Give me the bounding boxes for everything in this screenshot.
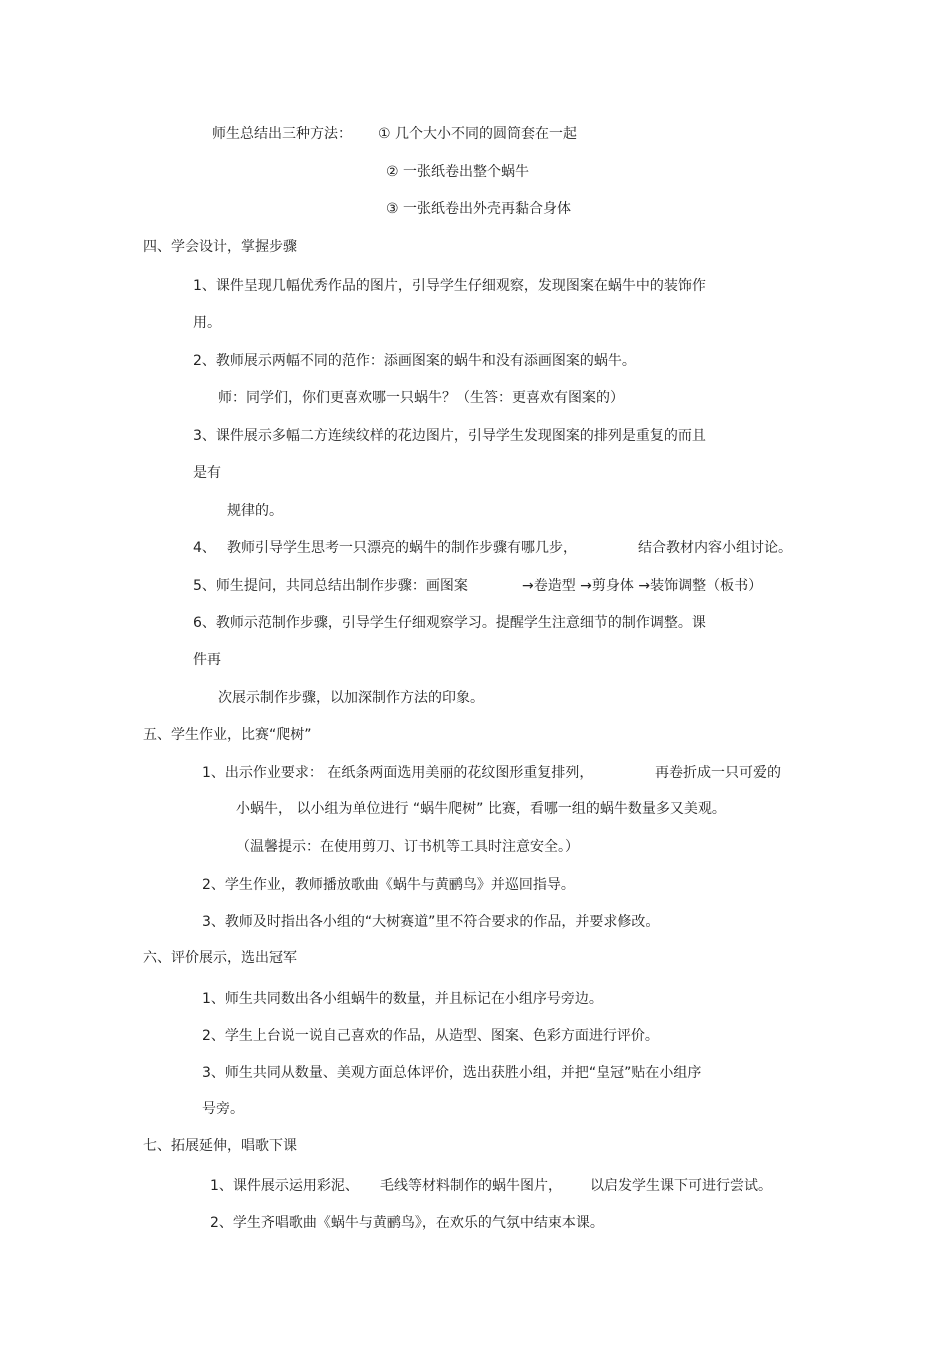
section-7-item-2: 2、学生齐唱歌曲《蜗牛与黄鹂鸟》，在欢乐的气氛中结束本课。 [210,1215,604,1231]
section-5-item-1-line-2: 小蜗牛， 以小组为单位进行 “蜗牛爬树” 比赛，看哪一组的蜗牛数量多又美观。 [236,801,726,817]
section-5-item-1-part-1: 1、出示作业要求： 在纸条两面选用美丽的花纹图形重复排列， [202,765,594,781]
section-4-item-4-part-1: 教师引导学生思考一只漂亮的蜗牛的制作步骤有哪几步， [227,540,577,556]
section-5-heading: 五、学生作业，比赛“爬树” [143,727,312,743]
section-6-item-3-line-1: 3、师生共同从数量、美观方面总体评价，选出获胜小组，并把“皇冠”贴在小组序 [202,1065,702,1081]
section-4-item-1-line-1: 1、课件呈现几幅优秀作品的图片，引导学生仔细观察，发现图案在蜗牛中的装饰作 [193,278,706,294]
section-4-item-2: 2、教师展示两幅不同的范作：添画图案的蜗牛和没有添画图案的蜗牛。 [193,353,636,369]
section-4-item-5-part-1: 5、师生提问，共同总结出制作步骤：画图案 [193,578,468,594]
section-4-item-2-dialog: 师：同学们，你们更喜欢哪一只蜗牛？（生答：更喜欢有图案的） [218,390,624,406]
section-4-item-3-line-3: 规律的。 [227,503,283,519]
section-4-heading: 四、学会设计，掌握步骤 [143,239,297,255]
section-7-item-1-part-1: 1、课件展示运用彩泥、 [210,1178,359,1194]
section-4-item-6-line-1: 6、教师示范制作步骤，引导学生仔细观察学习。提醒学生注意细节的制作调整。课 [193,615,706,631]
summary-method-3: ③ 一张纸卷出外壳再黏合身体 [386,201,572,217]
section-4-item-6-line-3: 次展示制作步骤，以加深制作方法的印象。 [218,690,484,706]
section-5-item-3: 3、教师及时指出各小组的“大树赛道”里不符合要求的作品，并要求修改。 [202,914,660,930]
section-4-item-4-part-2: 结合教材内容小组讨论。 [638,540,792,556]
section-4-item-6-line-2: 件再 [193,652,221,668]
section-4-item-1-line-2: 用。 [193,315,221,331]
section-6-item-3-line-2: 号旁。 [202,1101,244,1117]
section-4-item-5-part-2: →卷造型 →剪身体 →装饰调整（板书） [522,578,763,594]
section-6-heading: 六、评价展示，选出冠军 [143,950,297,966]
section-4-item-4-number: 4、 [193,540,216,556]
section-7-item-1-part-3: 以启发学生课下可进行尝试。 [590,1178,772,1194]
section-5-item-2: 2、学生作业，教师播放歌曲《蜗牛与黄鹂鸟》并巡回指导。 [202,877,575,893]
section-5-item-1-tip: （温馨提示：在使用剪刀、订书机等工具时注意安全。） [236,839,579,855]
summary-method-1: ① 几个大小不同的圆筒套在一起 [378,126,578,142]
summary-lead: 师生总结出三种方法： [212,126,352,142]
section-6-item-1: 1、师生共同数出各小组蜗牛的数量，并且标记在小组序号旁边。 [202,991,603,1007]
section-4-item-3-line-1: 3、课件展示多幅二方连续纹样的花边图片，引导学生发现图案的排列是重复的而且 [193,428,706,444]
section-4-item-3-line-2: 是有 [193,465,221,481]
summary-method-2: ② 一张纸卷出整个蜗牛 [386,164,530,180]
section-6-item-2: 2、学生上台说一说自己喜欢的作品，从造型、图案、色彩方面进行评价。 [202,1028,659,1044]
section-7-heading: 七、拓展延伸，唱歌下课 [143,1138,297,1154]
section-5-item-1-part-2: 再卷折成一只可爱的 [655,765,781,781]
section-7-item-1-part-2: 毛线等材料制作的蜗牛图片， [380,1178,562,1194]
